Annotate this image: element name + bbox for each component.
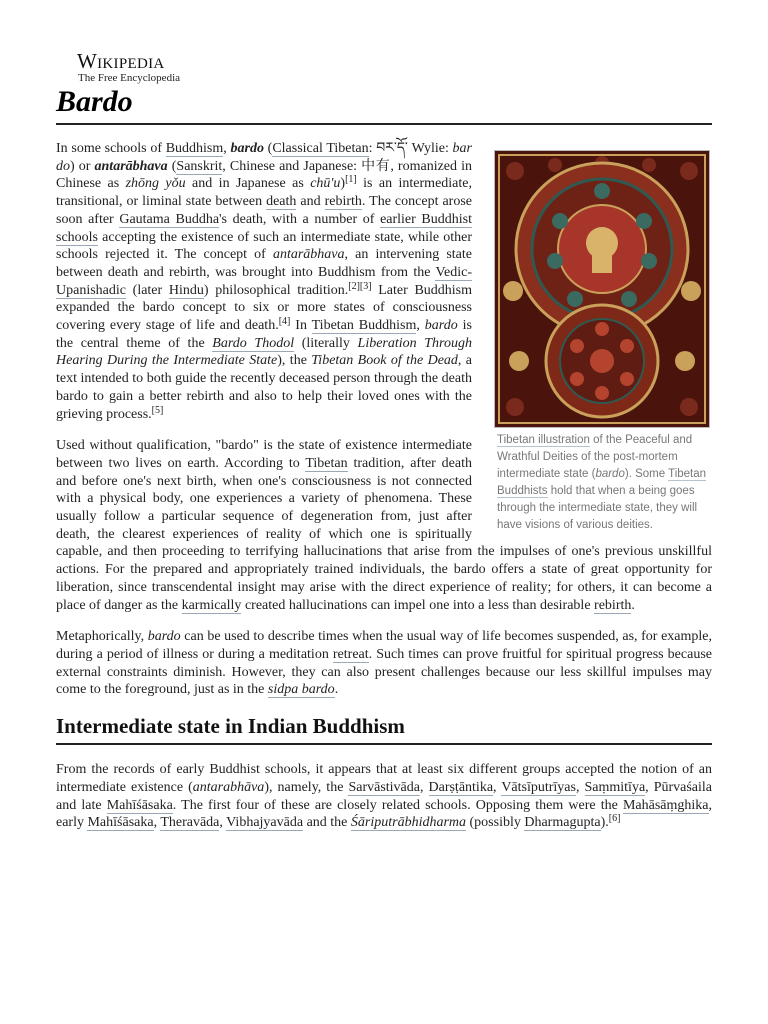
link-bardo-thodol[interactable]: Bardo Thodol [212, 335, 295, 351]
link-tibetan[interactable]: Tibetan [305, 455, 348, 471]
logo-wordmark: Wikipedia [77, 49, 165, 73]
link-sammitiya[interactable]: Saṃmitīya [584, 779, 646, 795]
link-retreat[interactable]: retreat [332, 646, 369, 662]
link-rebirth-2[interactable]: rebirth [594, 597, 632, 613]
link-darstantika[interactable]: Darṣṭāntika [428, 779, 494, 795]
reference-2[interactable]: [2] [348, 280, 360, 292]
thangka-figure [494, 150, 712, 534]
link-sariputrabhidharma[interactable]: Śāriputrābhidharma [350, 815, 467, 831]
caption-link-tibetan-buddhists[interactable]: Tibetan Buddhists [497, 468, 707, 497]
reference-5[interactable]: [5] [151, 404, 164, 416]
link-vatsiputriyas[interactable]: Vātsīputrīyas [501, 779, 576, 795]
paragraph-qualification: Used without qualification, "bardo" is the state of existence intermediate between two lives on earth. According to Tibetan tradition, after death and before one's next birth, when one's consciousness is not connected with a physical body, one experiences a variety of phenomena. These usually follow a particular sequence of degeneration from, just after death, the clearest experiences of reality of which one is spiritually capable, and then proceeding to terrifying hallucinations that arise from the impulses of one's previous unskillful actions. For the prepared and appropriately trained individuals, the bardo offers a state of great opportunity for liberation, since transcendental insight may arise with the direct experience of reality; for others, it can become a place of danger as the karmically created hallucinations can impel one into a less than desirable rebirth. [56, 438, 712, 613]
link-rebirth[interactable]: rebirth [324, 194, 362, 210]
caption-link-tibetan-illustration[interactable]: Tibetan illustration [497, 434, 590, 446]
reference-6[interactable]: [6] [608, 813, 621, 825]
link-gautama-buddha[interactable]: Gautama Buddha [119, 211, 220, 227]
paragraph-metaphorical: Metaphorically, bardo can be used to describe times when the usual way of life becomes suspended, as, for example, during a period of illness or during a meditation retreat. Such times can prove fruitful for spiritual progress because external constraints diminish. However, they can also present challenges because our less skillful impulses may come to the foreground, just as in the sidpa bardo. [56, 629, 712, 698]
link-karmically[interactable]: karmically [181, 597, 242, 613]
reference-3[interactable]: [3] [359, 280, 372, 292]
paragraph-early-schools: From the records of early Buddhist schools, it appears that at least six different groups accepted the notion of an intermediate existence (antarabhāva), namely, the Sarvāstivāda, Darṣṭāntika, Vātsīputrīyas, Saṃmitīya, Pūrvaśaila and late Mahīśāsaka. The first four of these are closely related schools. Opposing them were the Mahāsāṃghika, early Mahīśāsaka, Theravāda, Vibhajyavāda and the Śāriputrābhidharma (possibly Dharmagupta).[6] [56, 762, 713, 831]
link-dharmagupta[interactable]: Dharmagupta [524, 815, 601, 831]
link-classical-tibetan[interactable]: Classical Tibetan [272, 141, 369, 156]
wikipedia-logo[interactable] [77, 50, 180, 85]
link-sidpa-bardo[interactable]: sidpa bardo [267, 682, 335, 698]
link-death[interactable]: death [266, 194, 297, 210]
paragraph-intro: In some schools of Buddhism, bardo (Classical Tibetan: བར་དོ་ Wylie: bar do) or antarābhava (Sanskrit, Chinese and Japanese: 中有, romanized in Chinese as zhōng yǒu and in Japanese as chū'u)[1] is an intermediate, transitional, or liminal state between death and rebirth. The concept arose soon after Gautama Buddha's death, with a number of earlier Buddhist schools accepting the existence of such an intermediate state, while other schools rejected it. The concept of antarābhava, an intervening state between death and rebirth, was brought into Buddhism from the Vedic-Upanishadic (later Hindu) philosophical tradition.[2][3] Later Buddhism expanded the bardo concept to six or more states of consciousness covering every stage of life and death.[4] In Tibetan Buddhism, bardo is the central theme of the Bardo Thodol (literally Liberation Through Hearing During the Intermediate State), the Tibetan Book of the Dead, a text intended to both guide the recently deceased person through the death bardo to gain a better rebirth and also to help their loved ones with the grieving process.[5] [56, 141, 473, 422]
link-theravada[interactable]: Theravāda [160, 815, 220, 831]
link-sarvastivada[interactable]: Sarvāstivāda [348, 779, 420, 795]
reference-1[interactable]: [1] [345, 174, 357, 186]
link-mahisasaka[interactable]: Mahīśāsaka [106, 797, 173, 813]
link-vedic-upanishadic[interactable]: Vedic-Upanishadic [56, 264, 472, 298]
section-heading-indian-buddhism: Intermediate state in Indian Buddhism [56, 713, 712, 745]
thangka-image[interactable] [494, 150, 710, 428]
link-vibhajyavada[interactable]: Vibhajyavāda [226, 815, 304, 831]
link-mahasamghika[interactable]: Mahāsāṃghika [622, 797, 709, 813]
article-body [56, 140, 712, 846]
page-title: Bardo [56, 85, 133, 118]
title-divider [56, 123, 712, 125]
logo-tagline: The Free Encyclopedia [78, 72, 181, 84]
reference-4[interactable]: [4] [278, 316, 291, 328]
link-tibetan-buddhism[interactable]: Tibetan Buddhism [311, 318, 417, 334]
figure-caption: Tibetan illustration of the Peaceful and Wrathful Deities of the post-mortem intermediate state (bardo). Some Tibetan Buddhists hold that when a being goes through the intermediate state, they will have visions of various deities. [497, 434, 707, 531]
link-mahisasaka-2[interactable]: Mahīśāsaka [87, 815, 154, 831]
link-buddhism[interactable]: Buddhism [165, 141, 224, 156]
link-sanskrit[interactable]: Sanskrit [176, 158, 223, 174]
link-hindu[interactable]: Hindu [168, 282, 204, 298]
link-early-buddhist-schools[interactable]: earlier Buddhist schools [56, 211, 472, 245]
